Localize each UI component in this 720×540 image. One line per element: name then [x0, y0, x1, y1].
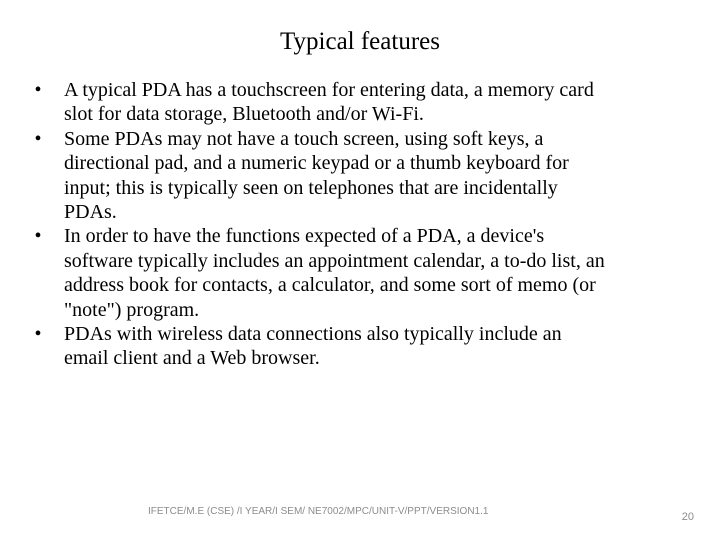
- bullet-icon: •: [34, 127, 42, 150]
- bullet-text-line: Some PDAs may not have a touch screen, using soft keys, a: [64, 127, 544, 150]
- bullet-icon: •: [34, 323, 42, 346]
- bullet-text-line: In order to have the functions expected of a PDA, a device's: [64, 225, 545, 248]
- bullet-text-line: input; this is typically seen on telephones that are incidentally: [64, 176, 558, 199]
- bullet-icon: •: [34, 79, 42, 101]
- bullet-text-line: A typical PDA has a touchscreen for entering data, a memory card: [64, 79, 594, 101]
- bullet-item: [28, 322, 698, 371]
- slide-footer: IFETCE/M.E (CSE) /I YEAR/I SEM/ NE7002/MPC/UNIT-V/PPT/VERSION1.1: [148, 506, 489, 517]
- bullet-text-line: PDAs with wireless data connections also typically include an: [64, 323, 562, 346]
- bullet-text-line: address book for contacts, a calculator, and some sort of memo (or: [64, 274, 596, 297]
- bullet-text-line: directional pad, and a numeric keypad or a thumb keyboard for: [64, 152, 569, 175]
- bullet-item: [28, 127, 698, 225]
- slide-title: Typical features: [280, 28, 440, 55]
- page-number: 20: [681, 511, 694, 523]
- bullet-item: [28, 224, 698, 322]
- bullet-item: [28, 78, 698, 127]
- bullet-text-line: software typically includes an appointment calendar, a to-do list, an: [64, 249, 605, 272]
- bullet-text-line: "note") program.: [64, 298, 200, 321]
- bullet-list: [28, 78, 698, 371]
- bullet-text-line: email client and a Web browser.: [64, 347, 320, 370]
- bullet-icon: •: [34, 225, 42, 248]
- bullet-text-line: PDAs.: [64, 201, 117, 224]
- bullet-text-line: slot for data storage, Bluetooth and/or Wi-Fi.: [64, 103, 424, 126]
